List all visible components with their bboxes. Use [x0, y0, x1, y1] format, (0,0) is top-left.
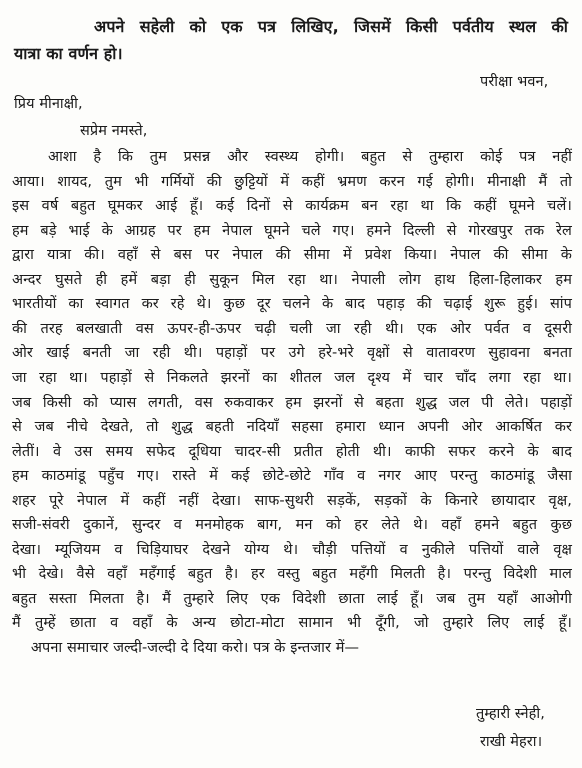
- body-line: भारतीयों का स्वागत कर रहे थे। कुछ दूर चलने के बाद पहाड़ की चढ़ाई शुरू हुई। सांप: [12, 296, 572, 313]
- body-line: जा रहा था। पहाड़ों से निकलते झरनों का शीतल जल दृश्य में चार चाँद लगा रहा था।: [12, 369, 572, 386]
- body-line: से जब नीचे देखते, तो शुद्ध बहती नदियाँ सहसा हमारा ध्यान अपनी ओर आकर्षित कर: [12, 419, 572, 436]
- body-line: मैं तुम्हें छाता व वहाँ के अन्य छोटा-मोटा सामान भी दूँगी, जो तुम्हारे लिए लाई हूँ।: [12, 615, 572, 632]
- body-line: बहुत सस्ता मिलता है। मैं तुम्हारे लिए एक विदेशी छाता लाई हूँ। जब तुम यहाँ आओगी: [12, 590, 572, 607]
- body-line: अन्दर घुसते ही हमें बड़ा ही सुकून मिल रहा था। नेपाली लोग हाथ हिला-हिलाकर हम: [12, 271, 572, 288]
- body-line: द्वारा यात्रा की। वहाँ से बस पर नेपाल की सीमा में प्रवेश किया। नेपाल की सीमा के: [12, 247, 572, 264]
- salutation: प्रिय मीनाक्षी,: [14, 96, 83, 112]
- body-line: देखा। म्यूजियम व चिड़ियाघर देखने योग्य थे। चौड़ी पत्तियों व नुकीले पत्तियों वाले वृक्ष: [12, 541, 572, 558]
- body-line: अपना समाचार जल्दी-जल्दी दे दिया करो। पत्र के इन्तजार में—: [12, 640, 360, 656]
- body-line: आशा है कि तुम प्रसन्न और स्वस्थ्य होगी। बहुत से तुम्हारा कोई पत्र नहीं: [48, 149, 572, 165]
- body-line: सजी-संवरी दुकानें, सुन्दर व मनमोहक बाग, मन को हर लेते थे। वहाँ हमने बहुत कुछ: [12, 517, 572, 534]
- body-line: ओर खाई बनती जा रही थी। पहाड़ों पर उगे हरे-भरे वृक्षों से वातावरण सुहावना बनता: [12, 345, 572, 362]
- question-line-2: यात्रा का वर्णन हो।: [14, 44, 123, 63]
- body-line: भी देखे। वैसे वहाँ महँगाई बहुत है। हर वस्तु बहुत महँगी मिलती है। परन्तु विदेशी माल: [12, 566, 572, 583]
- sender-address: परीक्षा भवन,: [480, 74, 549, 90]
- body-line: शहर पूरे नेपाल में कहीं नहीं देखा। साफ-सुथरी सड़कें, सड़कों के किनारे छायादार वृक्ष,: [12, 492, 572, 509]
- signature: राखी मेहरा।: [480, 734, 543, 750]
- body-line: हम काठमांडू पहुँच गए। रास्ते में कई छोटे-छोटे गाँव व नगर आए परन्तु काठमांडू जैसा: [12, 468, 572, 485]
- body-line: इस वर्ष बहुत घूमकर आई हूँ। कई दिनों से कार्यक्रम बन रहा था कि कहीं घूमने चलें।: [12, 198, 572, 215]
- body-line: लेतीं। वे उस समय सफेद दूधिया चादर-सी प्रतीत होती थी। काफी सफर करने के बाद: [12, 443, 572, 460]
- closing: तुम्हारी स्नेही,: [476, 706, 545, 722]
- question-line-1: अपने सहेली को एक पत्र लिखिए, जिसमें किसी पर्वतीय स्थल की: [94, 17, 568, 36]
- body-line: हम बड़े भाई के आग्रह पर हम नेपाल घूमने चले गए। हमने दिल्ली से गोरखपुर तक रेल: [12, 222, 572, 239]
- body-line: की तरह बलखाती वस ऊपर-ही-ऊपर चढ़ी चली जा रही थी। एक ओर पर्वत व दूसरी: [12, 320, 572, 337]
- greeting: सप्रेम नमस्ते,: [80, 123, 148, 139]
- body-line: जब किसी को प्यास लगती, वस रुकवाकर हम झरनों से बहता शुद्ध जल पी लेते। पहाड़ों: [12, 394, 572, 411]
- body-line: आया। शायद, तुम भी गर्मियों की छुट्टियों में कहीं भ्रमण करन गई होगी। मीनाक्षी मैं तो: [12, 173, 572, 190]
